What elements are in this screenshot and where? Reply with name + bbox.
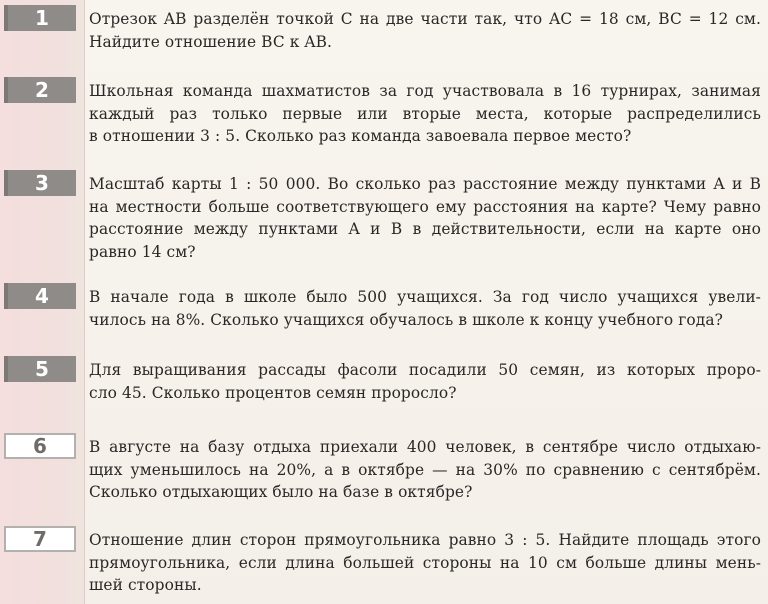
task-number-badge-6: 6 — [4, 433, 76, 459]
task-number-badge-4: 4 — [4, 283, 76, 309]
task-number-badge-2: 2 — [4, 77, 76, 103]
task-3-line-2: на местности больше соответствующего ему расстояния на карте? Чему равно — [89, 197, 761, 216]
task-3-line-3: расстояние между пунктами A и B в действительности, если на карте оно — [89, 220, 761, 238]
task-2-line-2: каждый раз только первые или вторые места, которые распределились — [89, 104, 761, 123]
task-6-line-3: Сколько отдыхающих было на базе в октябре? — [89, 483, 473, 501]
task-6-line-2: щих уменьшилось на 20%, а в октябре — на 30% по сравнению с сентябрём. — [89, 460, 761, 479]
task-7-line-1: Отношение длин сторон прямоугольника равно 3 : 5. Найдите площадь этого — [89, 531, 761, 549]
task-5-text — [89, 359, 761, 404]
task-number-badge-3: 3 — [4, 170, 76, 196]
margin-divider — [84, 0, 85, 604]
task-4-line-1: В начале года в школе было 500 учащихся. За год число учащихся увели- — [89, 288, 761, 306]
task-2-line-3: в отношении 3 : 5. Сколько раз команда завоевала первое место? — [89, 127, 632, 145]
task-4-line-2: чилось на 8%. Сколько учащихся обучалось в школе к концу учебного года? — [89, 310, 723, 329]
task-7-line-3: шей стороны. — [89, 576, 202, 594]
task-1-text — [89, 8, 761, 53]
task-number-badge-7: 7 — [4, 526, 76, 552]
task-5-line-1: Для выращивания рассады фасоли посадили 50 семян, из которых проро- — [89, 361, 761, 379]
task-number-badge-1: 1 — [4, 5, 76, 31]
task-6-line-1: В августе на базу отдыха приехали 400 человек, в сентябре число отдыхаю- — [89, 438, 761, 456]
task-1-line-2: Найдите отношение BC к AB. — [89, 32, 333, 51]
task-3-line-4: равно 14 см? — [89, 242, 196, 261]
task-7-line-2: прямоугольника, если длина большей стороны на 10 см больше длины мень- — [89, 553, 761, 572]
task-2-text — [89, 80, 761, 148]
task-3-text — [89, 173, 761, 263]
task-6-text — [89, 436, 761, 504]
task-2-line-1: Школьная команда шахматистов за год участвовала в 16 турнирах, занимая — [89, 82, 761, 100]
task-5-line-2: сло 45. Сколько процентов семян проросло? — [89, 383, 457, 402]
task-4-text — [89, 286, 761, 331]
task-3-line-1: Масштаб карты 1 : 50 000. Во сколько раз расстояние между пунктами A и B — [89, 175, 761, 193]
task-number-badge-5: 5 — [4, 356, 76, 382]
task-7-text — [89, 529, 761, 597]
task-1-line-1: Отрезок AB разделён точкой C на две части так, что AC = 18 см, BC = 12 см. — [89, 10, 761, 28]
